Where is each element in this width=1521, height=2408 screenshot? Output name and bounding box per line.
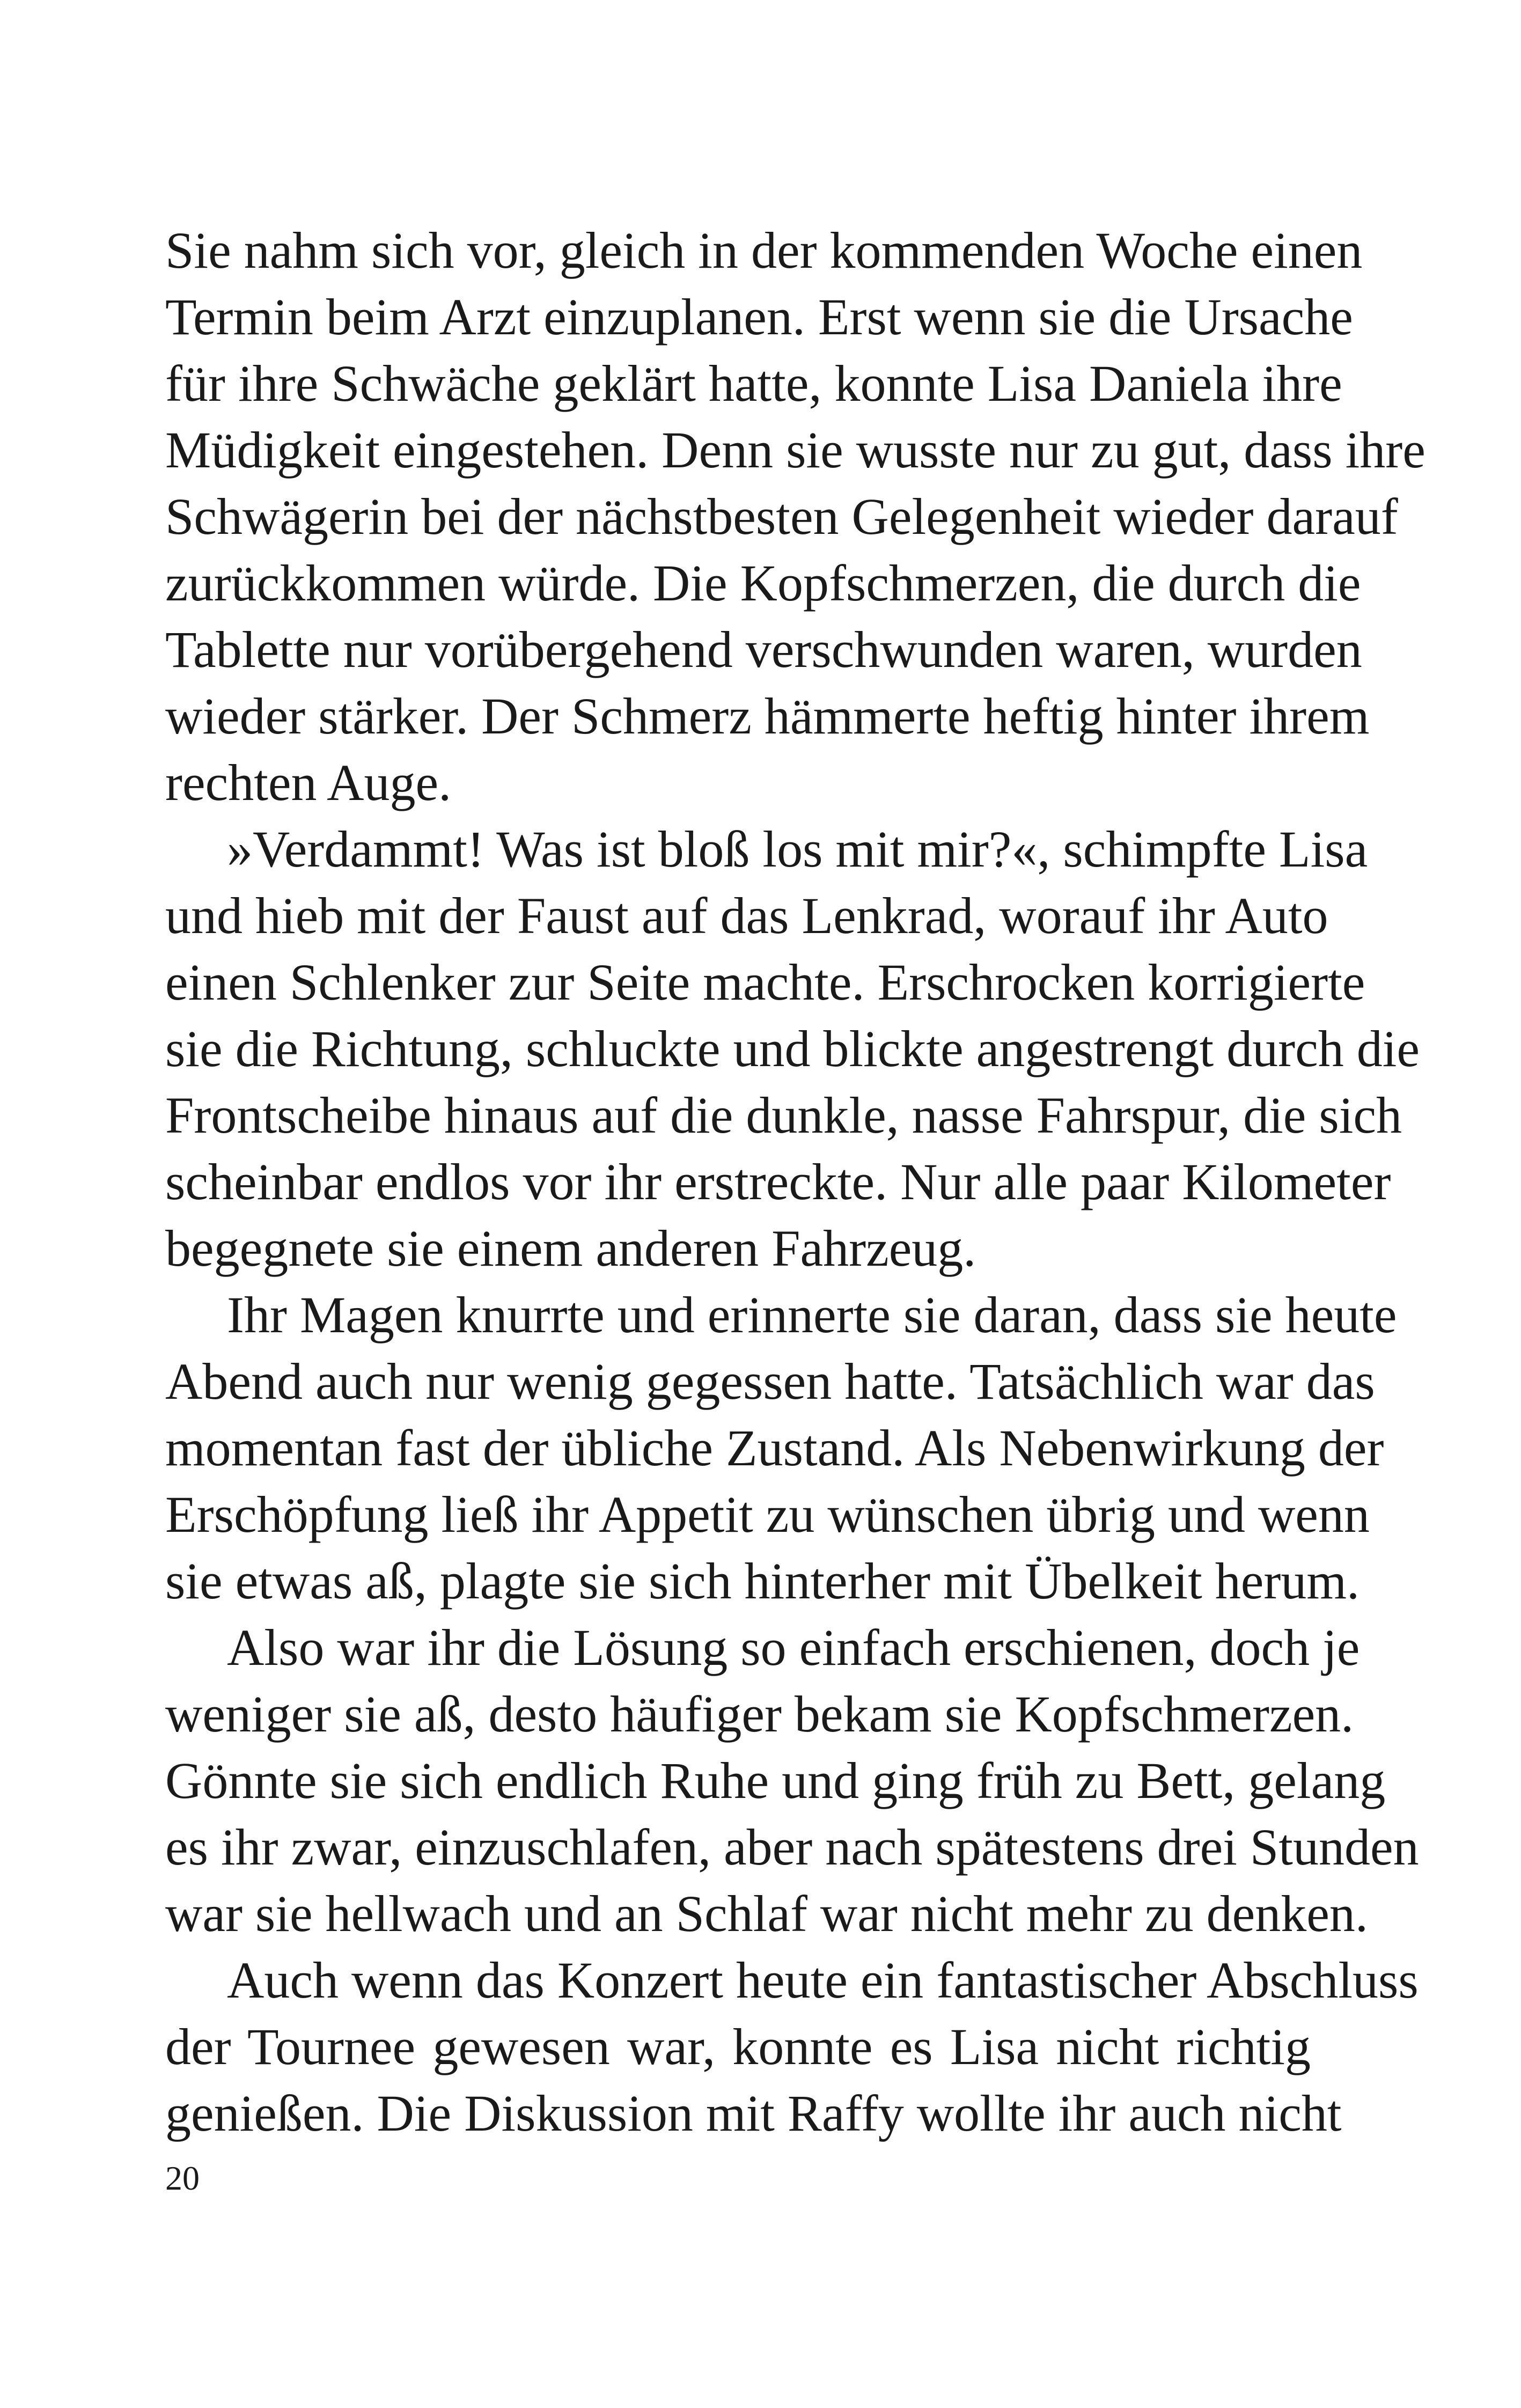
text-line: wieder stärker. Der Schmerz hämmerte heftig hinter ihrem [165, 687, 1370, 745]
text-line: Sie nahm sich vor, gleich in der kommenden Woche einen [165, 222, 1363, 279]
text-line: Frontscheibe hinaus auf die dunkle, nasse Fahrspur, die sich [165, 1086, 1402, 1144]
text-line: für ihre Schwäche geklärt hatte, konnte Lisa Daniela ihre [165, 355, 1342, 412]
text-line: sie die Richtung, schluckte und blickte angestrengt durch die [165, 1020, 1420, 1077]
text-line: begegnete sie einem anderen Fahrzeug. [165, 1220, 976, 1277]
page-number: 20 [165, 2159, 200, 2197]
text-line: war sie hellwach und an Schlaf war nicht mehr zu denken. [165, 1885, 1368, 1942]
text-line: genießen. Die Diskussion mit Raffy wollte ihr auch nicht [165, 2084, 1342, 2142]
text-line: Abend auch nur wenig gegessen hatte. Tatsächlich war das [165, 1353, 1375, 1410]
text-line: Müdigkeit eingestehen. Denn sie wusste nur zu gut, dass ihre [165, 421, 1426, 479]
text-line: Also war ihr die Lösung so einfach erschienen, doch je [227, 1619, 1360, 1676]
text-line: weniger sie aß, desto häufiger bekam sie Kopfschmerzen. [165, 1685, 1354, 1743]
text-line: einen Schlenker zur Seite machte. Erschrocken korrigierte [165, 953, 1365, 1011]
text-line: Auch wenn das Konzert heute ein fantastischer Abschluss [227, 1951, 1419, 2009]
text-line: der Tournee gewesen war, konnte es Lisa nicht richtig [165, 2018, 1311, 2075]
body-text [165, 217, 1426, 2147]
text-line: es ihr zwar, einzuschlafen, aber nach spätestens drei Stunden [165, 1818, 1419, 1876]
text-line: Schwägerin bei der nächstbesten Gelegenheit wieder darauf [165, 488, 1398, 545]
text-line: sie etwas aß, plagte sie sich hinterher mit Übelkeit herum. [165, 1552, 1360, 1610]
text-line: scheinbar endlos vor ihr erstreckte. Nur alle paar Kilometer [165, 1153, 1391, 1210]
text-line: Ihr Magen knurrte und erinnerte sie daran, dass sie heute [227, 1286, 1397, 1344]
text-line: rechten Auge. [165, 754, 452, 811]
text-line: und hieb mit der Faust auf das Lenkrad, worauf ihr Auto [165, 887, 1328, 944]
text-line: Gönnte sie sich endlich Ruhe und ging früh zu Bett, gelang [165, 1752, 1386, 1809]
text-line: »Verdammt! Was ist bloß los mit mir?«, schimpfte Lisa [227, 820, 1368, 878]
text-line: zurückkommen würde. Die Kopfschmerzen, die durch die [165, 554, 1361, 612]
text-line: Erschöpfung ließ ihr Appetit zu wünschen übrig und wenn [165, 1486, 1370, 1543]
text-line: Termin beim Arzt einzuplanen. Erst wenn sie die Ursache [165, 288, 1353, 346]
text-line: Tablette nur vorübergehend verschwunden waren, wurden [165, 621, 1362, 678]
text-line: momentan fast der übliche Zustand. Als Nebenwirkung der [165, 1419, 1384, 1477]
